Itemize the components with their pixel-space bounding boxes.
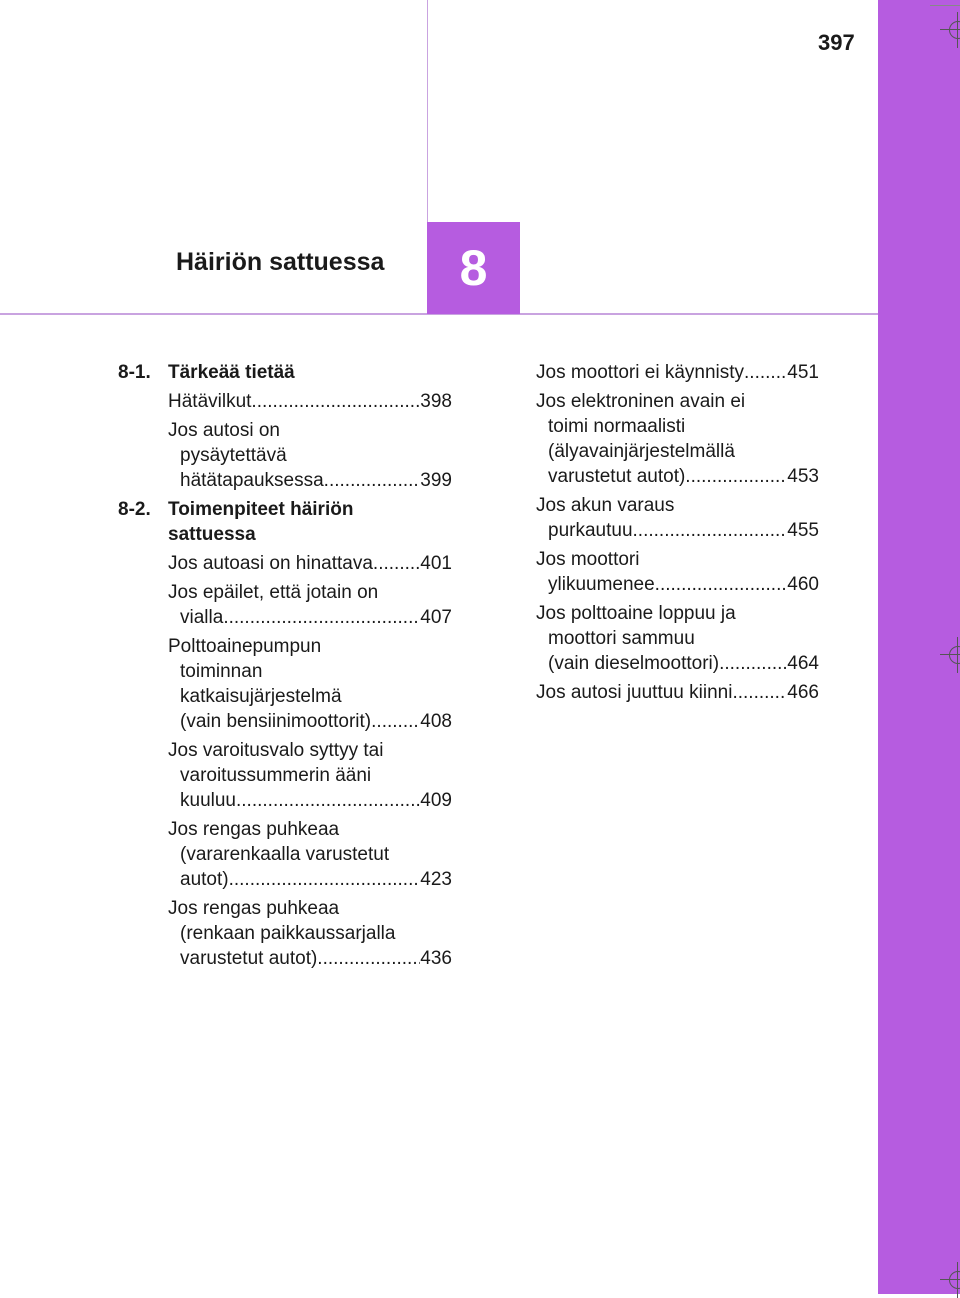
toc-entry-last-line: [168, 468, 452, 493]
dot-leader: [373, 551, 420, 576]
dot-leader: [371, 709, 420, 734]
toc-entry-line: Jos varoitusvalo syttyy tai: [168, 740, 384, 761]
section-number: 8-1.: [118, 362, 151, 383]
toc-entry-line: (renkaan paikkaussarjalla: [180, 923, 396, 944]
toc-entry[interactable]: [168, 634, 452, 734]
toc-entry-text: Hätävilkut: [168, 391, 252, 412]
page-number: 397: [818, 30, 855, 55]
trim-mark: [930, 5, 960, 6]
toc-entry-last-line: [536, 651, 819, 676]
toc-entry-text: vialla: [180, 607, 224, 628]
toc-entry-text: varustetut autot): [180, 948, 318, 969]
registration-mark-icon: [940, 1262, 960, 1298]
toc-page-number: 464: [787, 653, 819, 674]
toc-entry[interactable]: [536, 493, 819, 543]
toc-entry-last-line: [168, 389, 452, 414]
toc-entry-last-line: [168, 946, 452, 971]
toc-entry[interactable]: [168, 738, 452, 813]
toc-entry-last-line: [168, 788, 452, 813]
toc-entry-text: hätätapauksessa: [180, 470, 324, 491]
toc-entry-text: (vain bensiinimoottorit): [180, 711, 372, 732]
toc-entry-text: (vain dieselmoottori): [548, 653, 720, 674]
toc-page-number: 460: [787, 574, 819, 595]
toc-entry-line: Jos akun varaus: [536, 495, 675, 516]
toc-entry-text: kuuluu: [180, 790, 236, 811]
toc-page-number: 399: [420, 470, 452, 491]
toc-entry[interactable]: [168, 580, 452, 630]
toc-entry-line: moottori sammuu: [548, 628, 695, 649]
toc-page-number: 451: [787, 362, 819, 383]
toc-entry-last-line: [168, 605, 452, 630]
dot-leader: [732, 680, 787, 705]
toc-entry[interactable]: [168, 551, 452, 576]
toc-entry-line: pysäytettävä: [180, 445, 287, 466]
toc-entry-line: Jos polttoaine loppuu ja: [536, 603, 736, 624]
dot-leader: [251, 389, 420, 414]
dot-leader: [223, 605, 420, 630]
toc-entry-text: purkautuu: [548, 520, 633, 541]
toc-entry-line: katkaisujärjestelmä: [180, 686, 342, 707]
chapter-number-box: [427, 222, 520, 314]
section-title-line: sattuessa: [168, 524, 256, 545]
watermark: carmanualsonline.info: [628, 1266, 833, 1289]
toc-page-number: 436: [420, 948, 452, 969]
toc-entry-line: Polttoainepumpun: [168, 636, 322, 657]
toc-entry-text: Jos autosi juuttuu kiinni: [536, 682, 733, 703]
section-title: [168, 360, 452, 385]
dot-leader: [744, 360, 787, 385]
registration-mark-icon: [940, 637, 960, 673]
toc-entry-line: Jos elektroninen avain ei: [536, 391, 746, 412]
toc-page-number: 407: [420, 607, 452, 628]
dot-leader: [236, 788, 420, 813]
toc-entry-line: (älyavainjärjestelmällä: [548, 441, 735, 462]
dot-leader: [324, 468, 421, 493]
toc-section-heading[interactable]: [118, 497, 452, 547]
toc-left-column: [118, 360, 452, 975]
toc-entry-last-line: [536, 464, 819, 489]
toc-page-number: 455: [787, 520, 819, 541]
toc-entry-text: varustetut autot): [548, 466, 686, 487]
toc-entry-text: autot): [180, 869, 229, 890]
section-title-line: Tärkeää tietää: [168, 362, 295, 383]
toc-section-heading[interactable]: [118, 360, 452, 385]
section-title: [168, 497, 452, 547]
toc-entry[interactable]: [168, 896, 452, 971]
toc-entry-line: Jos moottori: [536, 549, 640, 570]
dot-leader: [229, 867, 421, 892]
toc-page-number: 401: [420, 553, 452, 574]
toc-page-number: 423: [420, 869, 452, 890]
registration-mark-icon: [940, 12, 960, 48]
section-title-line: Toimenpiteet häiriön: [168, 499, 354, 520]
toc-entry[interactable]: [168, 389, 452, 414]
toc-entry[interactable]: [536, 360, 819, 385]
toc-entry-line: (vararenkaalla varustetut: [180, 844, 390, 865]
toc-entry-line: Jos epäilet, että jotain on: [168, 582, 379, 603]
toc-entry-last-line: [168, 551, 452, 576]
toc-entry[interactable]: [168, 418, 452, 493]
toc-entry-last-line: [536, 518, 819, 543]
toc-page-number: 453: [787, 466, 819, 487]
chapter-title: Häiriön sattuessa: [176, 248, 385, 276]
toc-entry-last-line: [168, 867, 452, 892]
dot-leader: [685, 464, 787, 489]
toc-entry-line: toiminnan: [180, 661, 263, 682]
dot-leader: [633, 518, 788, 543]
toc-page-number: 398: [420, 391, 452, 412]
toc-entry-last-line: [168, 709, 452, 734]
header-vertical-rule: [427, 0, 428, 222]
toc-entry[interactable]: [536, 601, 819, 676]
toc-entry-last-line: [536, 360, 819, 385]
toc-entry-text: Jos moottori ei käynnisty: [536, 362, 745, 383]
section-number: 8-2.: [118, 499, 151, 520]
toc-entry[interactable]: [536, 680, 819, 705]
toc-entry-line: varoitussummerin ääni: [180, 765, 372, 786]
toc-right-column: [536, 360, 819, 709]
toc-entry-text: ylikuumenee: [548, 574, 655, 595]
toc-entry[interactable]: [536, 547, 819, 597]
toc-entry-text: Jos autoasi on hinattava: [168, 553, 373, 574]
dot-leader: [655, 572, 788, 597]
dot-leader: [317, 946, 420, 971]
toc-entry-line: toimi normaalisti: [548, 416, 686, 437]
toc-page-number: 408: [420, 711, 452, 732]
toc-entry-line: Jos autosi on: [168, 420, 280, 441]
dot-leader: [719, 651, 787, 676]
toc-entry-line: Jos rengas puhkeaa: [168, 819, 340, 840]
toc-entry-last-line: [536, 572, 819, 597]
toc-entry-line: Jos rengas puhkeaa: [168, 898, 340, 919]
toc-entry-last-line: [536, 680, 819, 705]
chapter-number: 8: [459, 240, 488, 296]
toc-entry[interactable]: [168, 817, 452, 892]
toc-entry[interactable]: [536, 389, 819, 489]
toc-page-number: 409: [420, 790, 452, 811]
toc-page-number: 466: [787, 682, 819, 703]
